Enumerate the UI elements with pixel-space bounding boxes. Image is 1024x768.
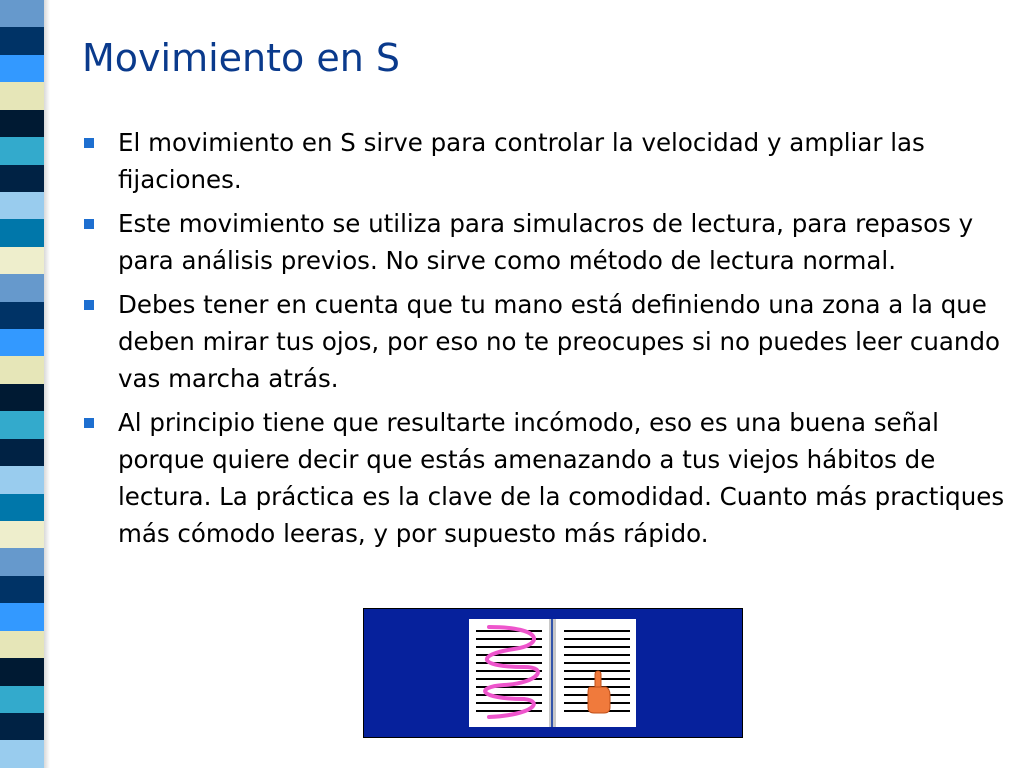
stripe-block: [0, 411, 44, 438]
stripe-block: [0, 82, 44, 109]
stripe-block: [0, 466, 44, 493]
stripe-block: [0, 658, 44, 685]
stripe-block: [0, 302, 44, 329]
stripe-block: [0, 686, 44, 713]
square-bullet-icon: [84, 138, 94, 148]
bullet-item: [82, 124, 1012, 198]
stripe-block: [0, 27, 44, 54]
bullet-text: El movimiento en S sirve para controlar la velocidad y ampliar las fijaciones.: [118, 128, 925, 194]
stripe-block: [0, 137, 44, 164]
square-bullet-icon: [84, 300, 94, 310]
stripe-block: [0, 631, 44, 658]
stripe-block: [0, 740, 44, 767]
stripe-block: [0, 329, 44, 356]
slide-title: Movimiento en S: [82, 36, 401, 80]
stripe-block: [0, 192, 44, 219]
square-bullet-icon: [84, 418, 94, 428]
bullet-item: [82, 205, 1012, 279]
bullet-item: [82, 286, 1012, 397]
bullet-text: Al principio tiene que resultarte incómodo, eso es una buena señal porque quiere decir que estás amenazando a tus viejos hábitos de lectura. La práctica es la clave de la comodidad. Cuanto más practiques más cómodo leeras, y por supuesto más rápido.: [118, 408, 1005, 548]
stripe-block: [0, 356, 44, 383]
stripe-block: [0, 548, 44, 575]
stripe-block: [0, 219, 44, 246]
bullet-text: Debes tener en cuenta que tu mano está definiendo una zona a la que deben mirar tus ojos, por eso no te preocupes si no puedes leer cuando vas marcha atrás.: [118, 290, 1000, 393]
stripe-block: [0, 384, 44, 411]
bullet-list: [82, 124, 1012, 559]
stripe-block: [0, 494, 44, 521]
bullet-text: Este movimiento se utiliza para simulacros de lectura, para repasos y para análisis previos. No sirve como método de lectura normal.: [118, 209, 974, 275]
stripe-block: [0, 274, 44, 301]
stripe-block: [0, 0, 44, 27]
stripe-block: [0, 165, 44, 192]
square-bullet-icon: [84, 219, 94, 229]
decorative-left-strip: [0, 0, 44, 768]
stripe-block: [0, 576, 44, 603]
stripe-block: [0, 439, 44, 466]
stripe-block: [0, 521, 44, 548]
stripe-block: [0, 603, 44, 630]
stripe-block: [0, 55, 44, 82]
stripe-block: [0, 713, 44, 740]
open-book-icon: [364, 609, 742, 737]
stripe-block: [0, 247, 44, 274]
stripe-block: [0, 110, 44, 137]
s-movement-illustration: [363, 608, 743, 738]
bullet-item: [82, 404, 1012, 552]
